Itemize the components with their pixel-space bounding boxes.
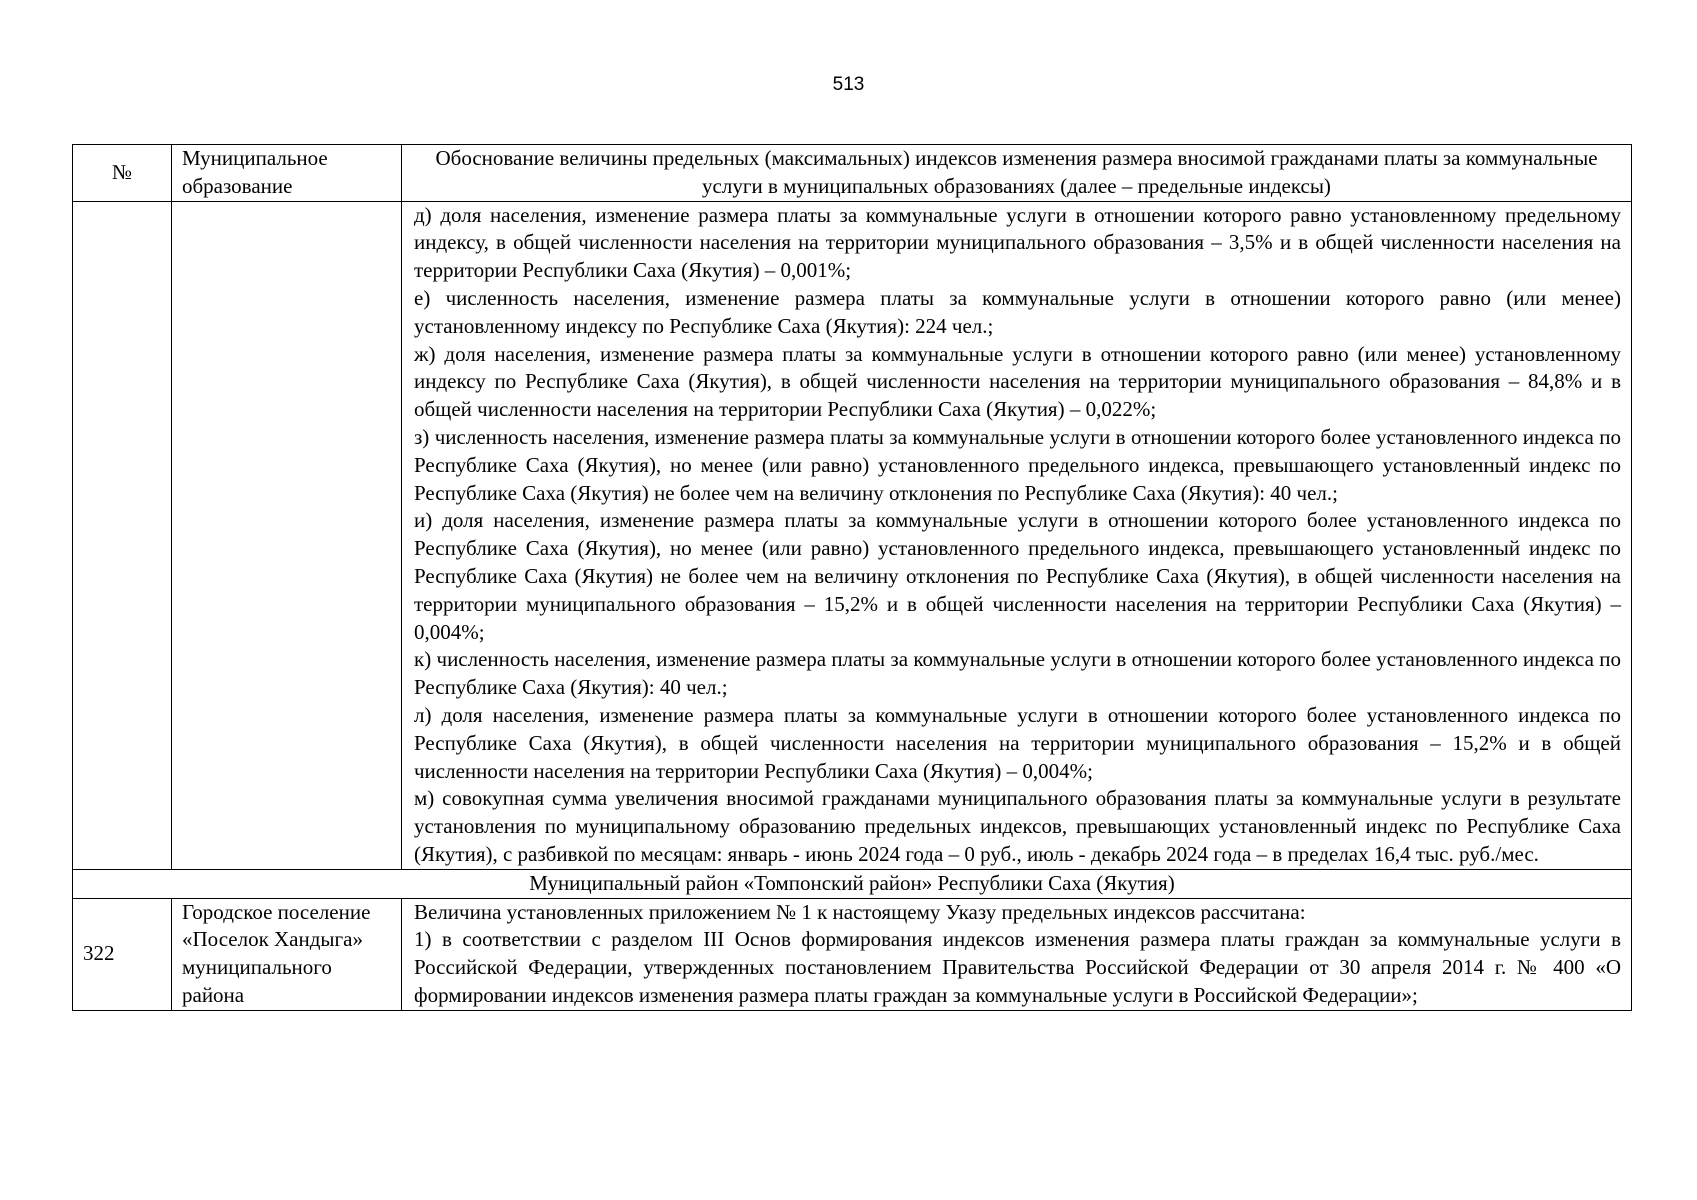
paragraph-e: е) численность населения, изменение размера платы за коммунальные услуги в отношении которого равно (или менее) установленному индексу по Республике Саха (Якутия): 224 чел.; [414, 285, 1621, 338]
table-row-322 [73, 898, 1632, 1010]
continued-municipality-cell [172, 201, 402, 869]
row-number: 322 [73, 898, 172, 1010]
paragraph-1: 1) в соответствии с разделом III Основ формирования индексов изменения размера платы граждан за коммунальные услуги в Российской Федерации, утвержденных постановлением Правительства Российской Федерации от 30 апреля 2014 г. № 400 «О формировании индексов изменения размера платы граждан за коммунальные услуги в Российской Федерации»; [414, 927, 1621, 1007]
row-municipality: Городское поселение «Поселок Хандыга» муниципального района [172, 898, 402, 1010]
paragraph-m: м) совокупная сумма увеличения вносимой гражданами муниципального образования платы за коммунальные услуги в результате установления по муниципальному образованию предельных индексов, превышающих установленный индекс по Республике Саха (Якутия), с разбивкой по месяцам: январь - июнь 2024 года – 0 руб., июль - декабрь 2024 года – в пределах 16,4 тыс. руб./мес. [414, 786, 1621, 866]
row-justification-cell [402, 898, 1632, 1010]
paragraph-zh: ж) доля населения, изменение размера платы за коммунальные услуги в отношении которого равно (или менее) установленному индексу по Республике Саха (Якутия), в общей численности населения на территории муниципального образования – 84,8% и в общей численности населения на территории Республики Саха (Якутия) – 0,022%; [414, 341, 1621, 422]
paragraph-i: и) доля населения, изменение размера платы за коммунальные услуги в отношении которого более установленного индекса по Республике Саха (Якутия), но менее (или равно) установленного предельного индекса, превышающего установленный индекс по Республике Саха (Якутия) не более чем на величину отклонения по Республике Саха (Якутия), в общей численности населения на территории муниципального образования – 15,2% и в общей численности населения на территории Республики Саха (Якутия) – 0,004%; [414, 508, 1621, 644]
indices-table [72, 144, 1632, 1011]
continued-justification-cell [402, 201, 1632, 869]
section-row [73, 869, 1632, 898]
header-number: № [73, 145, 172, 202]
header-municipality: Муниципальное образование [172, 145, 402, 202]
paragraph-intro: Величина установленных приложением № 1 к настоящему Указу предельных индексов рассчитана: [414, 899, 1306, 924]
continued-number-cell [73, 201, 172, 869]
table-header-row [73, 145, 1632, 202]
header-justification: Обоснование величины предельных (максимальных) индексов изменения размера вносимой гражданами платы за коммунальные услуги в муниципальных образованиях (далее – предельные индексы) [402, 145, 1632, 202]
paragraph-d: д) доля населения, изменение размера платы за коммунальные услуги в отношении которого равно установленному предельному индексу, в общей численности населения на территории муниципального образования – 3,5% и в общей численности населения на территории Республики Саха (Якутия) – 0,001%; [414, 202, 1621, 283]
section-title: Муниципальный район «Томпонский район» Республики Саха (Якутия) [73, 869, 1632, 898]
paragraph-l: л) доля населения, изменение размера платы за коммунальные услуги в отношении которого более установленного индекса по Республике Саха (Якутия), в общей численности населения на территории муниципального образования – 15,2% и в общей численности населения на территории Республики Саха (Якутия) – 0,004%; [414, 702, 1621, 783]
paragraph-k: к) численность населения, изменение размера платы за коммунальные услуги в отношении которого более установленного индекса по Республике Саха (Якутия): 40 чел.; [414, 647, 1621, 700]
paragraph-z: з) численность населения, изменение размера платы за коммунальные услуги в отношении которого более установленного индекса по Республике Саха (Якутия), но менее (или равно) установленного предельного индекса, превышающего установленный индекс по Республике Саха (Якутия) не более чем на величину отклонения по Республике Саха (Якутия): 40 чел.; [414, 424, 1621, 505]
table-row-continued [73, 201, 1632, 869]
page-number: 513 [832, 74, 865, 95]
